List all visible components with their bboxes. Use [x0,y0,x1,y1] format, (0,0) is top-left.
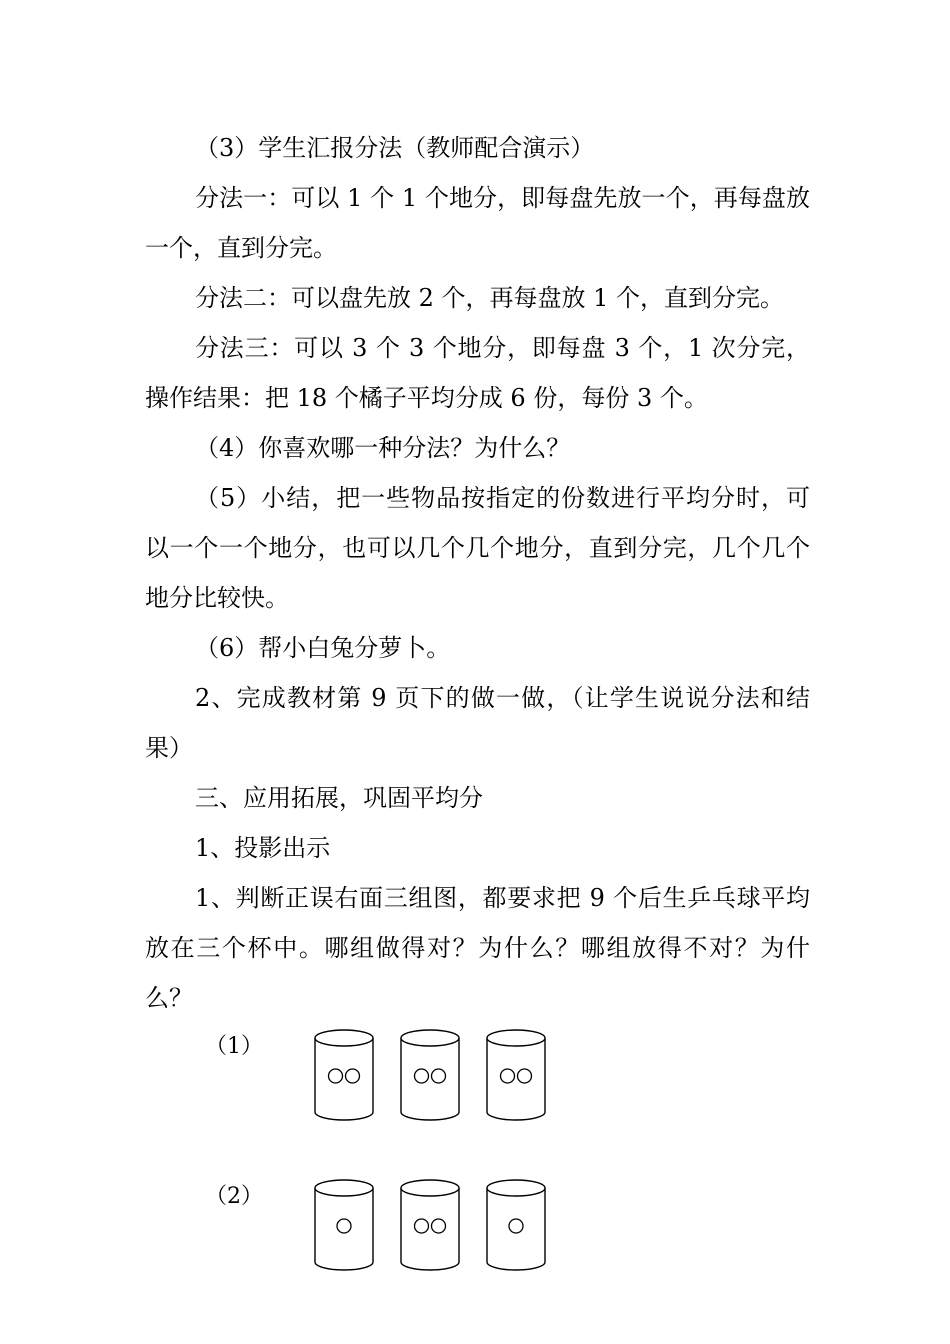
cup [487,1180,545,1270]
paragraph-report: （3）学生汇报分法（教师配合演示） [195,134,595,162]
cup [401,1180,459,1270]
cup [315,1180,373,1270]
ping-pong-ball [509,1219,523,1233]
ping-pong-ball [337,1219,351,1233]
group-label-2: （2） [205,1184,263,1209]
paragraph-exercise-2: 2、完成教材第 9 页下的做一做，（让学生说说分法和结果） [145,684,810,762]
cup-group-1 [300,1030,570,1130]
ping-pong-ball [415,1069,429,1083]
ping-pong-ball [432,1069,446,1083]
cup [487,1030,545,1120]
paragraph-rabbit: （6）帮小白兔分萝卜。 [195,634,451,662]
cup [401,1030,459,1120]
paragraph-projection: 1、投影出示 [195,834,331,862]
paragraph-judge: 1、判断正误右面三组图，都要求把 9 个后生乒乓球平均放在三个杯中。哪组做得对？为什么？哪组放得不对？为什么？ [145,884,810,1012]
paragraph-question-4: （4）你喜欢哪一种分法？为什么？ [195,434,571,462]
paragraph-summary: （5）小结，把一些物品按指定的份数进行平均分时，可以一个一个地分，也可以几个几个地分，直到分完，几个几个地分比较快。 [145,484,810,612]
ping-pong-ball [329,1069,343,1083]
section-heading-3: 三、应用拓展，巩固平均分 [195,784,483,812]
ping-pong-ball [346,1069,360,1083]
paragraph-method-1: 分法一：可以 1 个 1 个地分，即每盘先放一个，再每盘放一个，直到分完。 [145,184,810,262]
ping-pong-ball [501,1069,515,1083]
ping-pong-ball [432,1219,446,1233]
cup-group-2 [300,1180,570,1280]
group-label-1: （1） [205,1034,263,1059]
paragraph-method-3: 分法三：可以 3 个 3 个地分，即每盘 3 个，1 次分完，操作结果：把 18 个橘子平均分成 6 份，每份 3 个。 [145,334,810,412]
paragraph-method-2: 分法二：可以盘先放 2 个，再每盘放 1 个，直到分完。 [195,284,785,312]
ping-pong-ball [415,1219,429,1233]
cup [315,1030,373,1120]
ping-pong-ball [518,1069,532,1083]
